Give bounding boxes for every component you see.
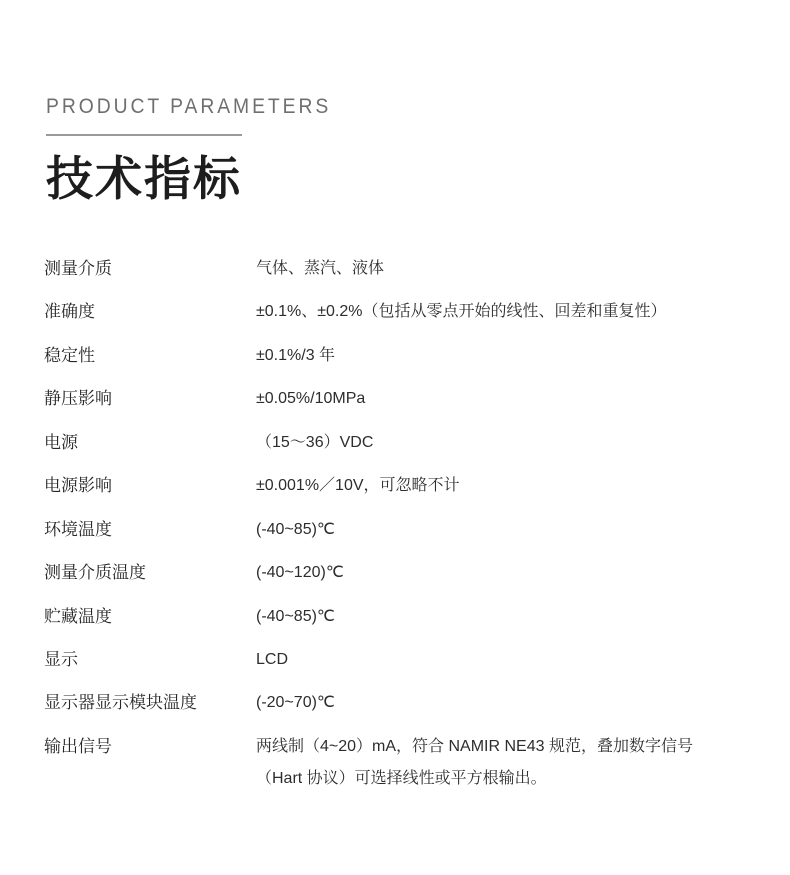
table-row — [40, 562, 775, 605]
spec-value: (-40~85)℃ — [256, 520, 335, 538]
table-row — [40, 475, 775, 518]
spec-value-line-1: 两线制（4~20）mA，符合 NAMIR NE43 规范，叠加数字信号 — [256, 737, 693, 755]
spec-key: 输出信号 — [44, 736, 112, 756]
table-row — [40, 606, 775, 649]
table-row — [40, 692, 775, 735]
spec-key: 测量介质 — [44, 259, 112, 278]
spec-value: (-20~70)℃ — [256, 694, 335, 712]
spec-value: ±0.1%、±0.2%（包括从零点开始的线性、回差和重复性） — [256, 303, 667, 321]
table-row — [40, 649, 775, 692]
spec-key: 贮藏温度 — [44, 606, 112, 626]
page-title: 技术指标 — [46, 152, 242, 205]
page-header — [46, 96, 746, 209]
spec-value: 气体、蒸汽、液体 — [256, 260, 385, 277]
specifications-table-body — [40, 258, 775, 789]
spec-key: 准确度 — [44, 302, 95, 322]
table-row — [40, 345, 775, 388]
spec-key: 电源 — [44, 432, 78, 452]
spec-key: 显示 — [44, 649, 78, 669]
spec-key: 显示器显示模块温度 — [44, 693, 197, 713]
spec-key: 稳定性 — [44, 345, 95, 365]
spec-value: LCD — [256, 650, 289, 668]
table-row — [40, 736, 775, 789]
page-eyebrow-title: PRODUCT PARAMETERS — [46, 95, 332, 118]
spec-value: (-40~85)℃ — [256, 607, 335, 625]
spec-key: 静压影响 — [44, 389, 112, 409]
table-row — [40, 258, 775, 301]
spec-key: 电源影响 — [44, 476, 112, 496]
specifications-table — [40, 258, 775, 789]
table-row — [40, 301, 775, 344]
spec-value — [256, 736, 775, 789]
table-row — [40, 519, 775, 562]
spec-value: ±0.1%/3 年 — [256, 346, 336, 364]
spec-value: (-40~120)℃ — [256, 564, 344, 582]
spec-value: ±0.05%/10MPa — [256, 390, 366, 408]
spec-value: （15～36）VDC — [256, 433, 374, 451]
spec-value: ±0.001%／10V，可忽略不计 — [256, 477, 460, 495]
spec-value-line-2: （Hart 协议）可选择线性或平方根输出。 — [256, 769, 547, 787]
table-row — [40, 388, 775, 431]
spec-key: 测量介质温度 — [44, 563, 146, 583]
title-divider — [46, 134, 242, 136]
spec-key: 环境温度 — [44, 519, 112, 539]
table-row — [40, 432, 775, 475]
